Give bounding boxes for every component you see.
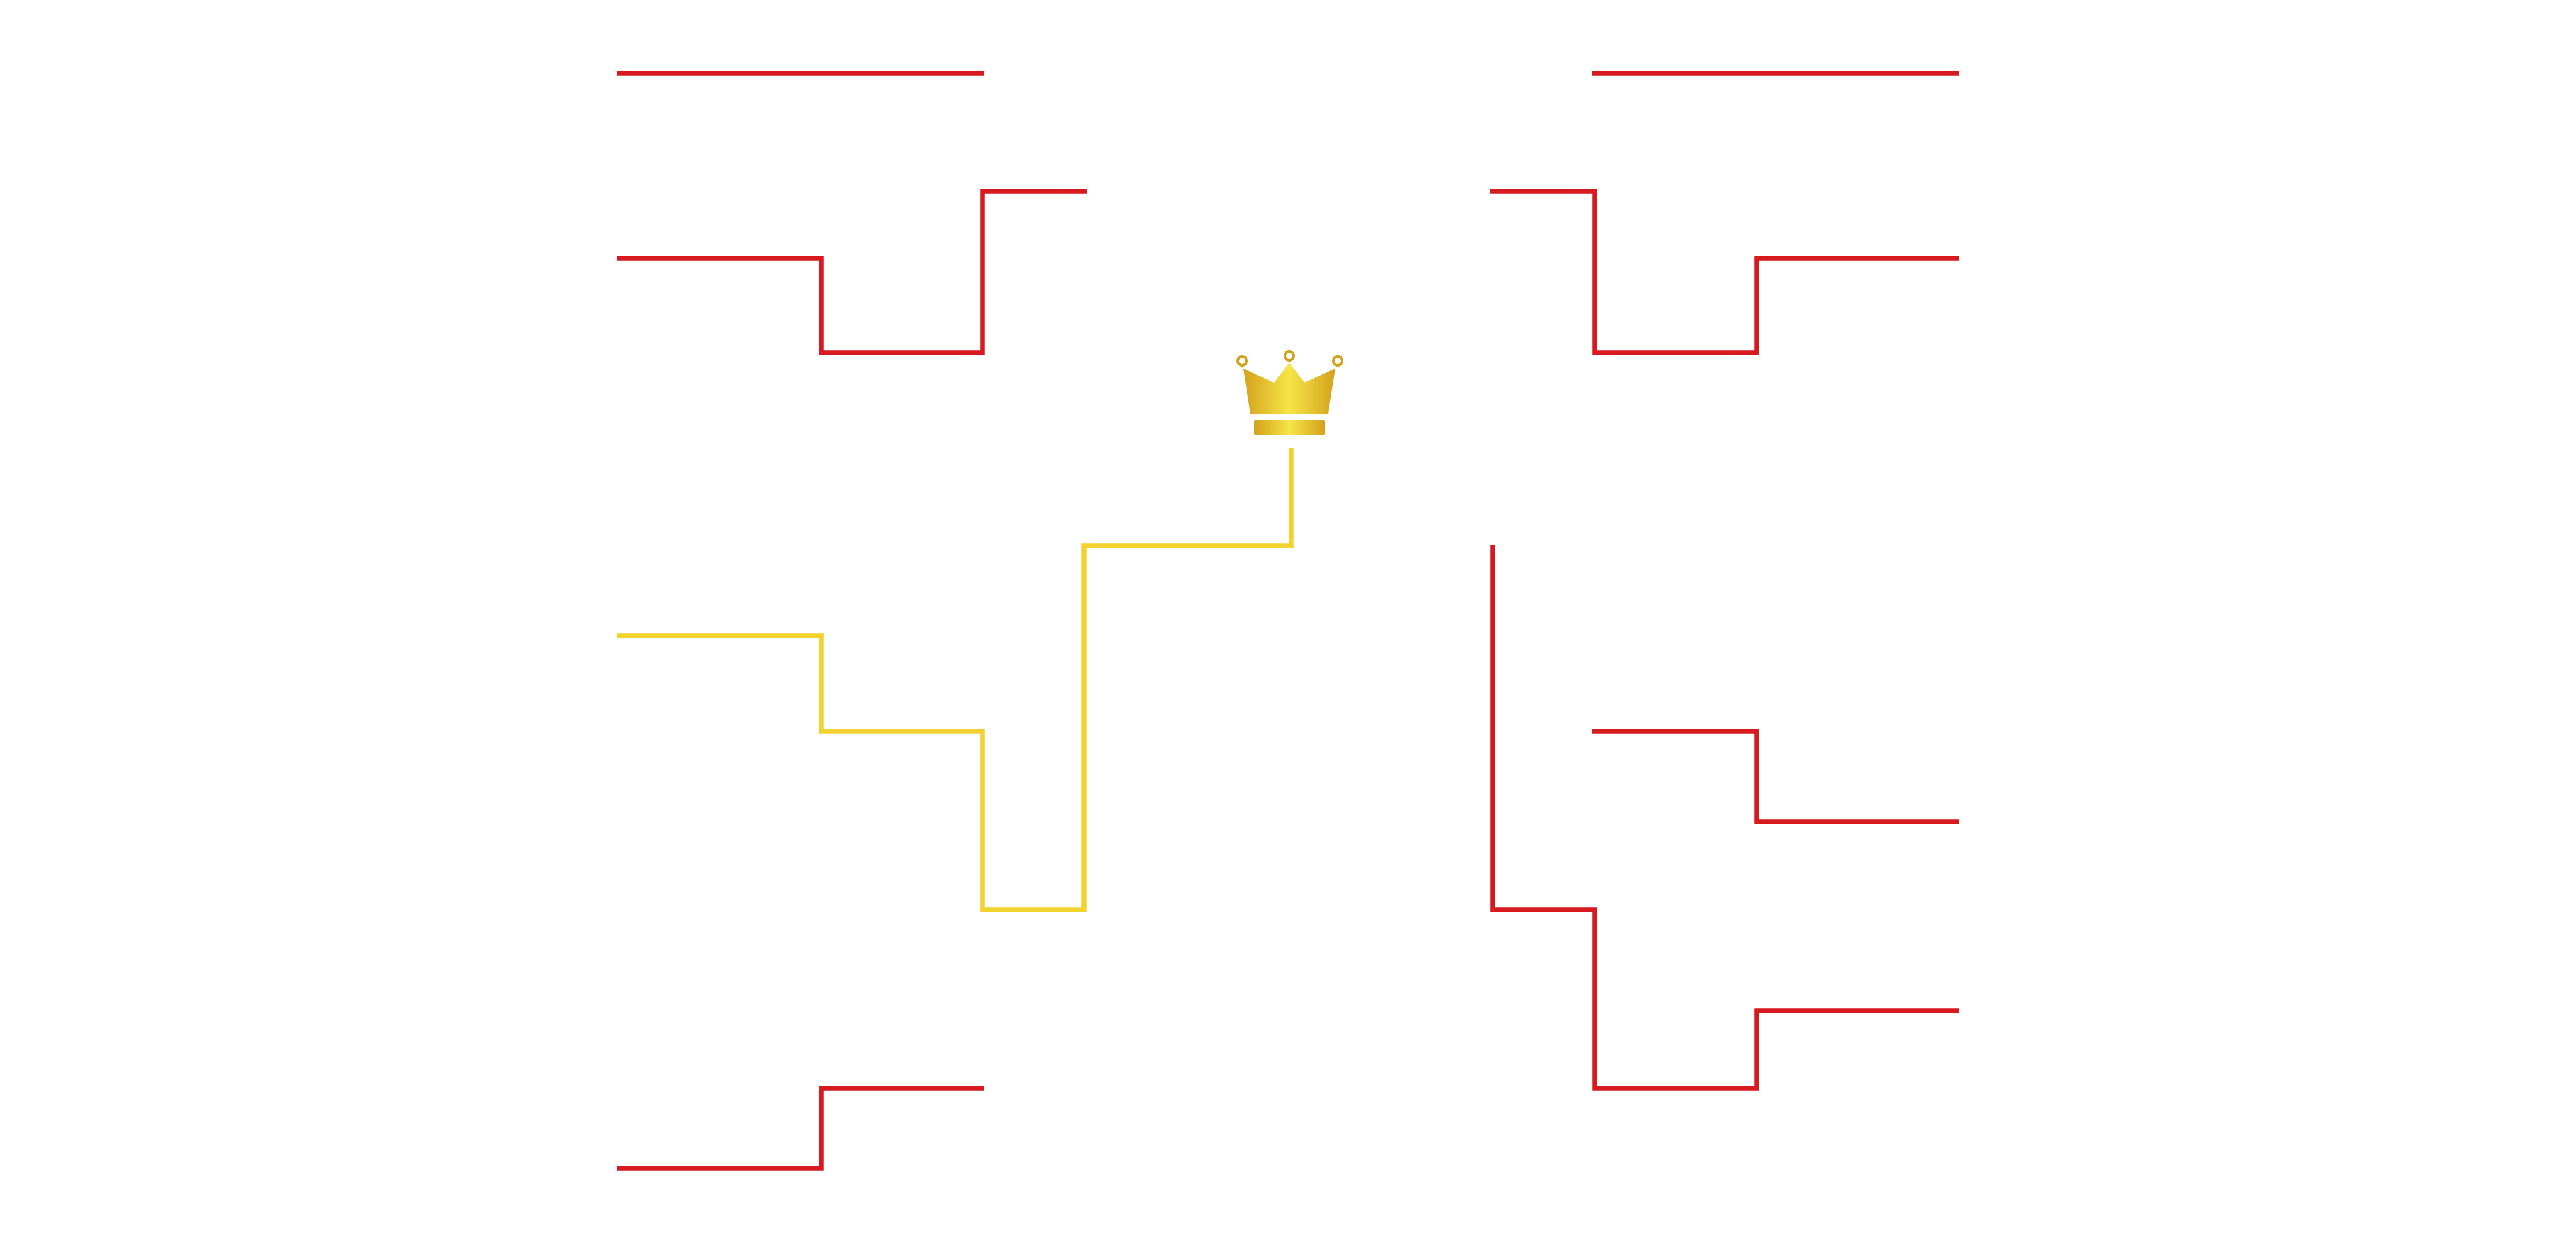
crown-jewel-left [1238, 356, 1247, 365]
crown-body [1243, 363, 1335, 414]
left-entrant-winner-path [617, 448, 1291, 910]
right-entrant-3-path [1592, 731, 1959, 822]
left-entrant-2-path [617, 191, 1087, 353]
crown-icon [1238, 351, 1342, 435]
left-entrant-4-path [617, 1088, 984, 1168]
crown-band [1254, 420, 1325, 435]
right-entrant-4-path [1493, 545, 1959, 1088]
right-bracket [1490, 73, 1959, 1088]
right-entrant-2-path [1490, 191, 1959, 353]
crown-jewel-center [1285, 351, 1294, 360]
left-bracket [617, 73, 1291, 1168]
crown-jewel-right [1333, 356, 1342, 365]
